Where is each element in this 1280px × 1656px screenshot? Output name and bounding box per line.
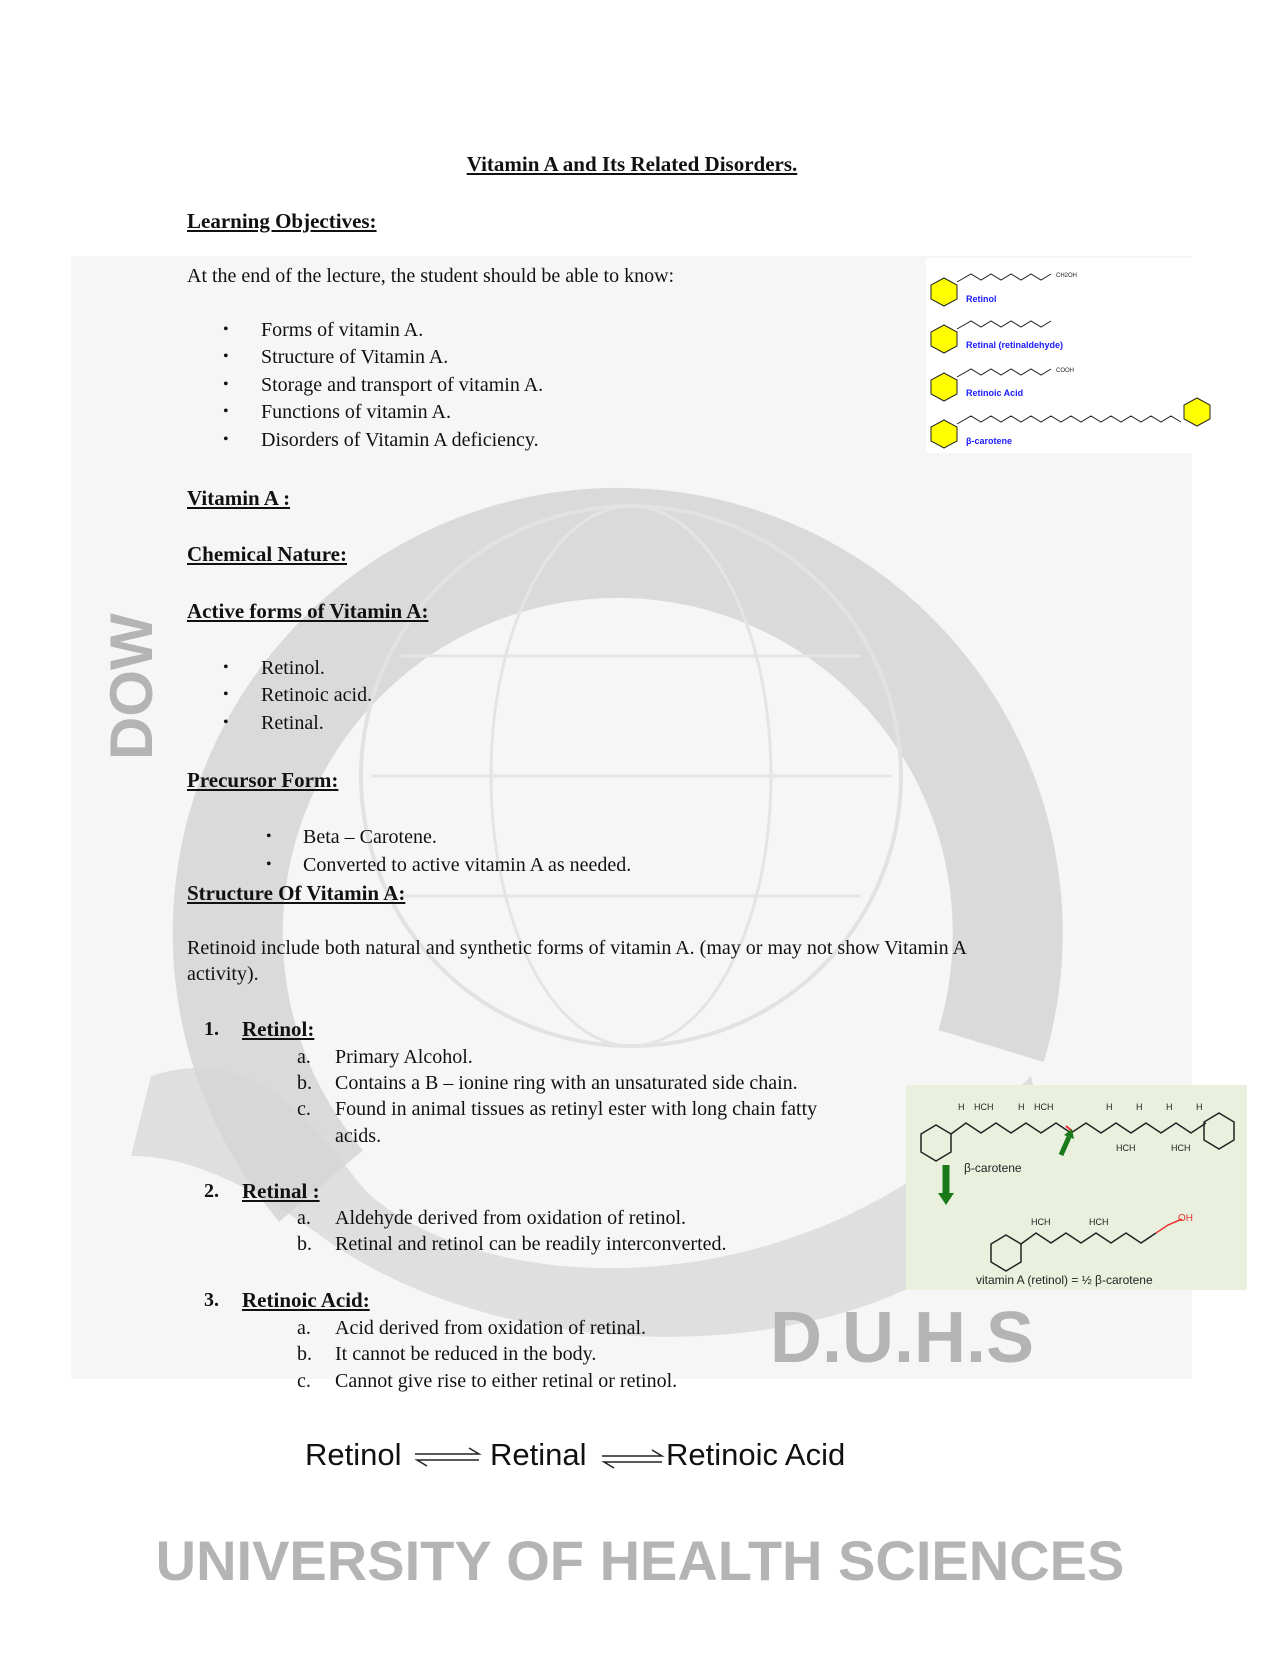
retinol-heading: Retinol: — [242, 1017, 315, 1041]
bullet: • — [223, 431, 229, 448]
list-item: Cannot give rise to either retinal or retinol. — [335, 1370, 678, 1392]
figure-caption: vitamin A (retinol) = ½ β-carotene — [976, 1273, 1153, 1287]
bullet: • — [223, 714, 229, 731]
hch-label: HCH — [1089, 1217, 1109, 1227]
list-item: Found in animal tissues as retinyl ester with long chain fatty — [335, 1098, 818, 1120]
list-item: Retinal. — [261, 712, 324, 734]
hch-label: HCH — [1034, 1102, 1054, 1112]
bullet: • — [266, 828, 272, 845]
item-letter: b. — [297, 1343, 312, 1365]
list-item: Retinoic acid. — [261, 684, 373, 706]
h-label: H — [1166, 1102, 1173, 1112]
equation-retinoic-acid: Retinoic Acid — [666, 1437, 846, 1472]
bullet: • — [223, 321, 229, 338]
beta-carotene-label: β-carotene — [966, 436, 1013, 446]
section-number: 3. — [204, 1289, 219, 1311]
retinol-label: Retinol — [966, 294, 997, 304]
list-item: Acid derived from oxidation of retinal. — [335, 1317, 647, 1339]
h-label: H — [958, 1102, 965, 1112]
structure-heading: Structure Of Vitamin A: — [187, 881, 406, 905]
cooh-group: COOH — [1056, 368, 1074, 374]
retinoic-acid-label: Retinoic Acid — [966, 388, 1024, 398]
structure-intro-cont: activity). — [187, 963, 259, 985]
active-forms-heading: Active forms of Vitamin A: — [187, 599, 429, 623]
list-item: It cannot be reduced in the body. — [335, 1343, 597, 1365]
watermark-left-text: DOW — [98, 613, 165, 760]
objectives-intro: At the end of the lecture, the student should be able to know: — [187, 265, 675, 287]
beta-carotene-cleavage-figure — [906, 1085, 1247, 1290]
item-letter: a. — [297, 1207, 311, 1229]
equation-retinol: Retinol — [305, 1437, 402, 1472]
list-item: Forms of vitamin A. — [261, 319, 424, 341]
item-letter: b. — [297, 1233, 312, 1255]
bullet: • — [223, 686, 229, 703]
bullet: • — [223, 376, 229, 393]
list-item: Aldehyde derived from oxidation of retinol. — [335, 1207, 687, 1229]
bullet: • — [223, 659, 229, 676]
watermark-arc-text: UNIVERSITY OF HEALTH SCIENCES — [155, 1529, 1125, 1592]
list-item: Structure of Vitamin A. — [261, 346, 449, 368]
item-letter: b. — [297, 1072, 312, 1094]
h-label: H — [1018, 1102, 1025, 1112]
list-item: Primary Alcohol. — [335, 1046, 473, 1068]
structure-intro: Retinoid include both natural and synthetic forms of vitamin A. (may or may not show Vitamin A — [187, 937, 967, 959]
hch-label: HCH — [974, 1102, 994, 1112]
section-number: 1. — [204, 1018, 219, 1040]
item-letter: a. — [297, 1046, 311, 1068]
item-letter: a. — [297, 1317, 311, 1339]
watermark-bottom-text: D.U.H.S — [770, 1298, 1035, 1378]
bullet: • — [223, 403, 229, 420]
list-item: Storage and transport of vitamin A. — [261, 374, 544, 396]
list-item: Beta – Carotene. — [303, 826, 437, 848]
ch2oh-group: CH2OH — [1056, 273, 1078, 279]
h-label: H — [1136, 1102, 1143, 1112]
list-item-cont: acids. — [335, 1125, 382, 1147]
hch-label: HCH — [1031, 1217, 1051, 1227]
oh-label: OH — [1178, 1213, 1193, 1224]
list-item: Retinol. — [261, 657, 325, 679]
h-label: H — [1196, 1102, 1203, 1112]
learning-objectives-heading: Learning Objectives: — [187, 209, 377, 233]
h-label: H — [1106, 1102, 1113, 1112]
list-item: Disorders of Vitamin A deficiency. — [261, 429, 539, 451]
equilibrium-arrow-icon — [600, 1447, 666, 1471]
hch-label: HCH — [1171, 1143, 1191, 1153]
equation-retinal: Retinal — [490, 1437, 587, 1472]
retinal-label: Retinal (retinaldehyde) — [966, 340, 1064, 350]
hch-label: HCH — [1116, 1143, 1136, 1153]
retinal-heading: Retinal : — [242, 1179, 320, 1203]
list-item: Contains a B – ionine ring with an unsaturated side chain. — [335, 1072, 798, 1094]
retinoic-acid-heading: Retinoic Acid: — [242, 1288, 370, 1312]
precursor-heading: Precursor Form: — [187, 768, 339, 792]
bullet: • — [223, 348, 229, 365]
vitamin-a-forms-structures-figure — [926, 258, 1216, 453]
item-letter: c. — [297, 1098, 311, 1120]
list-item: Converted to active vitamin A as needed. — [303, 854, 632, 876]
chemical-nature-heading: Chemical Nature: — [187, 542, 347, 566]
list-item: Functions of vitamin A. — [261, 401, 451, 423]
list-item: Retinal and retinol can be readily interconverted. — [335, 1233, 727, 1255]
bullet: • — [266, 856, 272, 873]
item-letter: c. — [297, 1370, 311, 1392]
vitamin-a-heading: Vitamin A : — [187, 486, 291, 510]
section-number: 2. — [204, 1180, 219, 1202]
page-title: Vitamin A and Its Related Disorders. — [466, 152, 798, 176]
equilibrium-arrow-icon — [413, 1445, 483, 1469]
beta-carotene-label: β-carotene — [964, 1161, 1022, 1175]
